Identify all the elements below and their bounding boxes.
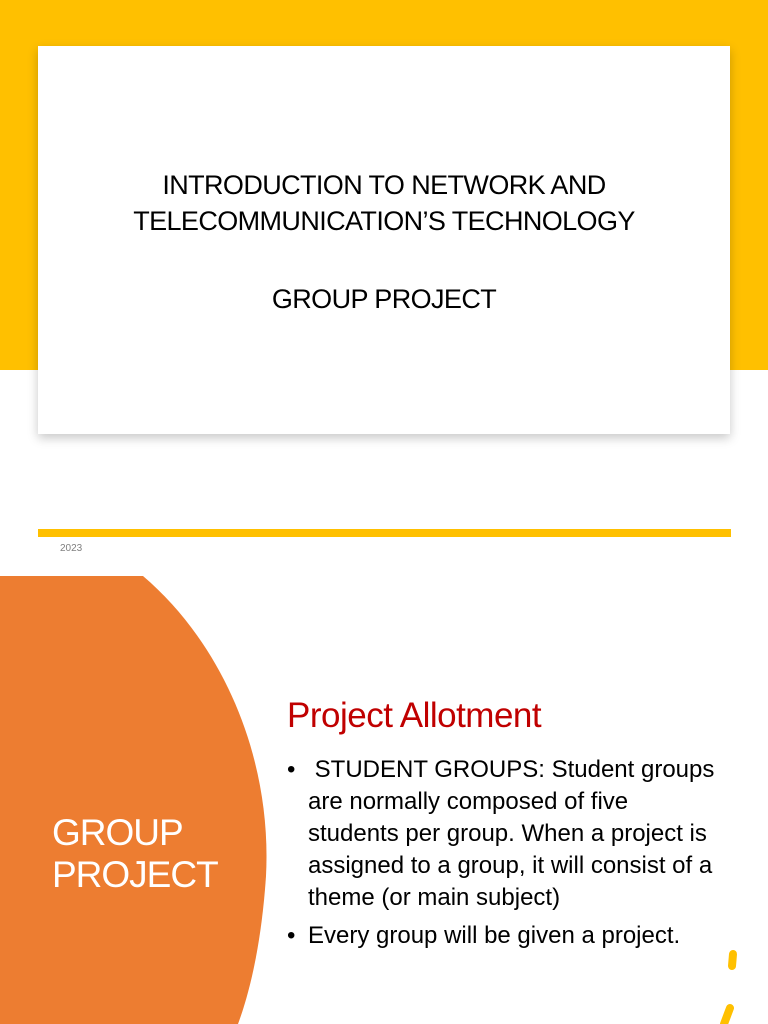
footer-rule	[38, 529, 731, 537]
yellow-accent-marks-icon	[714, 946, 744, 1024]
footer-year: 2023	[60, 543, 83, 554]
title-line-1: INTRODUCTION TO NETWORK AND	[162, 170, 606, 200]
side-title	[52, 812, 218, 896]
list-item	[287, 754, 722, 914]
title-line-2: TELECOMMUNICATION’S TECHNOLOGY	[133, 206, 635, 236]
list-item	[287, 920, 717, 952]
orange-half-circle-shape	[0, 576, 290, 1024]
bullet-list	[287, 754, 722, 958]
bullet-icon: •	[287, 922, 296, 949]
section-heading: Project Allotment	[287, 696, 542, 735]
bullet-text: STUDENT GROUPS: Student groups are normally composed of five students per group. When a project is assigned to a group, it will consist of a theme (or main subject)	[308, 756, 722, 911]
side-title-line-1: GROUP	[52, 812, 183, 853]
side-title-line-2: PROJECT	[52, 854, 218, 895]
slide-subtitle: GROUP PROJECT	[271, 284, 497, 314]
bullet-text: Every group will be given a project.	[308, 922, 681, 949]
title-card	[38, 46, 730, 434]
bullet-icon: •	[287, 756, 296, 783]
content-slide	[0, 576, 768, 1024]
